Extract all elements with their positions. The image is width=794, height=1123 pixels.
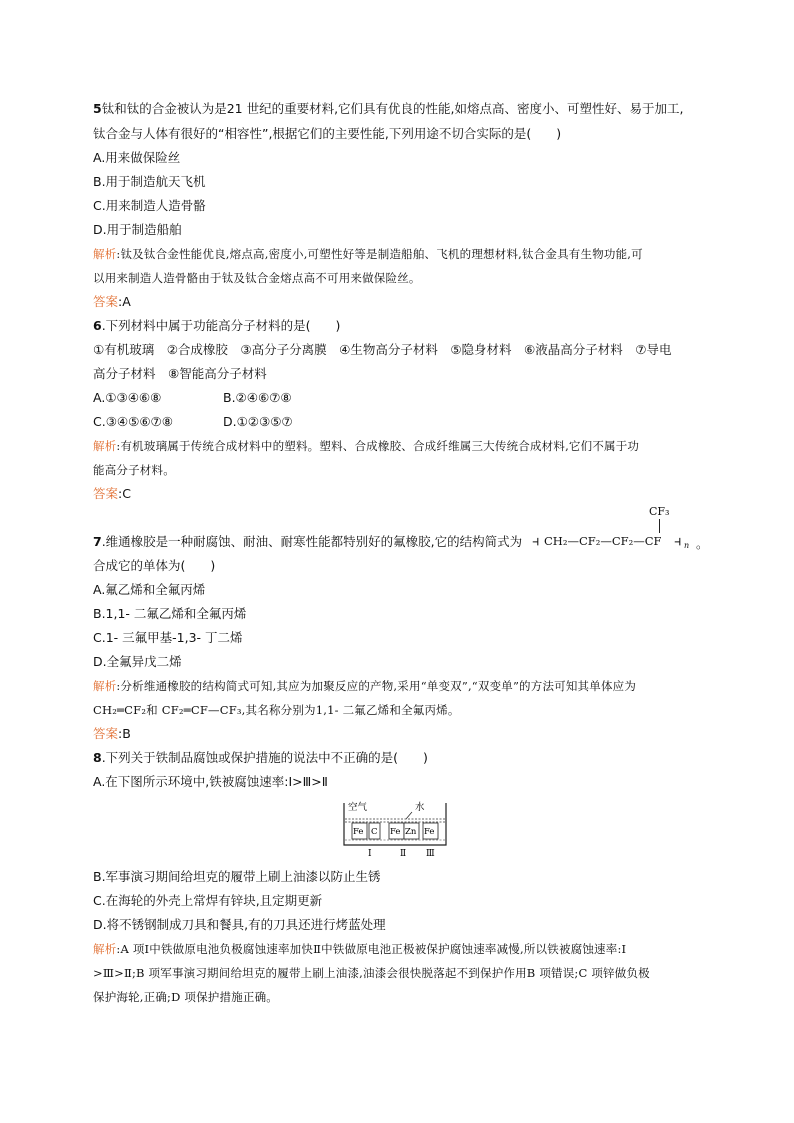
q7-number: 7 [93,534,102,549]
q6-option-b: B.②④⑥⑦⑧ [223,390,292,405]
q5-explanation-line2: 以用来制造人造骨骼由于钛及钛合金熔点高不可用来做保险丝。 [93,271,421,285]
q5-explanation-tag: 解析 [93,247,117,261]
q7-answer-tag: 答案 [93,726,119,741]
q6-explanation-line1 [93,438,639,454]
electrode-4-zn: Zn [405,827,417,837]
electrode-5-fe: Fe [424,827,435,837]
q6-option-c: C.③④⑤⑥⑦⑧ [93,414,173,429]
label-cell-1: Ⅰ [368,849,372,859]
q5-option-b: B.用于制造航天飞机 [93,174,206,189]
q6-explanation-text: :有机玻璃属于传统合成材料中的塑料。塑料、合成橡胶、合成纤维属三大传统合成材料,它们不属于功 [116,439,640,453]
label-cell-3: Ⅲ [426,849,435,859]
q7-option-a: A.氟乙烯和全氟丙烯 [93,582,206,597]
q6-explanation-tag: 解析 [93,439,117,453]
q6-number: 6 [93,318,102,333]
q5-option-a: A.用来做保险丝 [93,150,181,165]
label-water: 水 [415,802,425,813]
q6-options-row1 [93,390,292,406]
q6-option-d: D.①②③⑤⑦ [223,414,293,429]
q7-explanation-text: :分析维通橡胶的结构简式可知,其应为加聚反应的产物,采用“单变双”,“双变单”的方法可知其单体应为 [116,679,637,693]
q8-explanation-line2: >Ⅲ>Ⅱ;B 项军事演习期间给坦克的履带上刷上油漆,油漆会很快脱落起不到保护作用B 项错误;C 项锌做负极 [93,966,650,980]
water-pointer-line [406,812,412,819]
q7-explanation-line1 [93,678,636,694]
q8-stem [93,750,428,766]
q8-explanation-line3: 保护海轮,正确;D 项保护措施正确。 [93,990,279,1004]
formula-main-chain: CH₂—CF₂—CF₂—CF [544,534,662,548]
q8-option-a: A.在下图所示环境中,铁被腐蚀速率:Ⅰ>Ⅲ>Ⅱ [93,774,328,789]
q7-explanation-tag: 解析 [93,679,117,693]
q7-stem [93,534,522,550]
q8-stem-text: .下列关于铁制品腐蚀或保护措施的说法中不正确的是( ) [101,750,428,765]
q8-explanation-line1 [93,941,626,957]
q6-option-a: A.①③④⑥⑧ [93,390,162,405]
q5-answer [93,294,131,310]
q6-answer-tag: 答案 [93,486,119,501]
q6-answer [93,486,131,502]
q6-stem-text: .下列材料中属于功能高分子材料的是( ) [101,318,341,333]
formula-period: 。 [696,536,709,551]
q6-stem [93,318,340,334]
q6-items-line2: 高分子材料 ⑧智能高分子材料 [93,366,267,381]
q7-stem-line2: 合成它的单体为( ) [93,558,216,573]
corrosion-diagram [338,799,456,859]
electrode-3-fe: Fe [390,827,401,837]
q5-explanation-text: :钛及钛合金性能优良,熔点高,密度小,可塑性好等是制造船舶、飞机的理想材料,钛合金具有生物功能,可 [116,247,643,261]
q6-options-row2 [93,414,293,430]
formula-vertical-bond [659,519,660,533]
electrode-1-fe: Fe [353,827,364,837]
q8-explanation-text: :A 项Ⅰ中铁做原电池负极腐蚀速率加快Ⅱ中铁做原电池正极被保护腐蚀速率减慢,所以铁被腐蚀速率:Ⅰ [116,942,627,956]
q7-answer-value: :B [118,726,131,741]
q5-stem-text: 钛和钛的合金被认为是21 世纪的重要材料,它们具有优良的性能,如熔点高、密度小、可塑性好、易于加工, [101,101,684,116]
q7-stem-text: .维通橡胶是一种耐腐蚀、耐油、耐寒性能都特别好的氟橡胶,它的结构简式为 [101,534,523,549]
label-air: 空气 [348,802,368,813]
q8-explanation-tag: 解析 [93,942,117,956]
q8-number: 8 [93,750,102,765]
q7-option-d: D.全氟异戊二烯 [93,654,182,669]
formula-left-bracket: ⫞ [532,532,540,550]
q5-answer-tag: 答案 [93,294,119,309]
q6-answer-value: :C [118,486,131,501]
label-cell-2: Ⅱ [400,849,407,859]
q8-option-d: D.将不锈钢制成刀具和餐具,有的刀具还进行烤蓝处理 [93,917,386,932]
q5-number: 5 [93,101,102,116]
q7-answer [93,726,131,742]
q5-stem-line1 [93,101,684,117]
q7-explanation-line2: CH₂═CF₂和 CF₂═CF—CF₃,其名称分别为1,1- 二氟乙烯和全氟丙烯。 [93,703,460,717]
q5-stem-line2: 钛合金与人体有很好的“相容性”,根据它们的主要性能,下列用途不切合实际的是( ) [93,126,562,141]
electrode-2-c: C [371,827,378,837]
q7-option-b: B.1,1- 二氟乙烯和全氟丙烯 [93,606,247,621]
q6-items-line1: ①有机玻璃 ②合成橡胶 ③高分子分离膜 ④生物高分子材料 ⑤隐身材料 ⑥液晶高分子材料 ⑦导电 [93,342,672,357]
formula-cf3-substituent: CF₃ [649,505,670,518]
corrosion-diagram-svg [338,799,456,859]
q8-option-b: B.军事演习期间给坦克的履带上刷上油漆以防止生锈 [93,869,381,884]
q5-option-d: D.用于制造船舶 [93,222,182,237]
q5-answer-value: :A [118,294,131,309]
q8-option-c: C.在海轮的外壳上常焊有锌块,且定期更新 [93,893,323,908]
formula-right-bracket: ⫞ [674,532,682,550]
formula-subscript-n: n [684,541,690,550]
q6-explanation-line2: 能高分子材料。 [93,463,175,477]
q5-option-c: C.用来制造人造骨骼 [93,198,206,213]
q5-explanation-line1 [93,246,643,262]
structural-formula [532,505,709,551]
q7-option-c: C.1- 三氟甲基-1,3- 丁二烯 [93,630,243,645]
